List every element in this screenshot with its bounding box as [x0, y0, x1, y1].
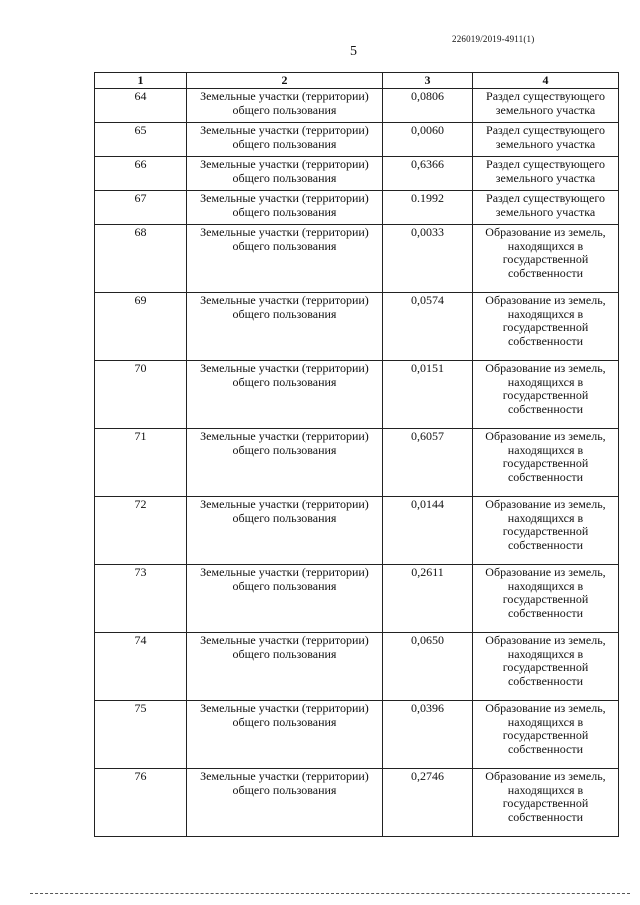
purpose-cell: Земельные участки (территории) общего пользования	[187, 225, 383, 293]
plot-number-cell: 64	[95, 89, 187, 123]
table-row	[95, 701, 619, 769]
plot-number-cell: 73	[95, 565, 187, 633]
table-row	[95, 89, 619, 123]
purpose-cell: Земельные участки (территории) общего пользования	[187, 633, 383, 701]
area-cell: 0,0650	[383, 633, 473, 701]
table-row	[95, 191, 619, 225]
area-cell: 0,0151	[383, 361, 473, 429]
plot-number-cell: 68	[95, 225, 187, 293]
area-cell: 0.1992	[383, 191, 473, 225]
purpose-cell: Земельные участки (территории) общего пользования	[187, 123, 383, 157]
formation-method-cell: Образование из земель, находящихся в государственной собственности	[473, 565, 619, 633]
plot-number-cell: 65	[95, 123, 187, 157]
column-header: 3	[383, 73, 473, 89]
plot-number-cell: 69	[95, 293, 187, 361]
formation-method-cell: Образование из земель, находящихся в государственной собственности	[473, 497, 619, 565]
table-row	[95, 565, 619, 633]
table-header-row	[95, 73, 619, 89]
table-row	[95, 769, 619, 837]
land-plots-table	[94, 72, 619, 837]
formation-method-cell: Образование из земель, находящихся в государственной собственности	[473, 429, 619, 497]
table-row	[95, 225, 619, 293]
area-cell: 0,0060	[383, 123, 473, 157]
table-row	[95, 633, 619, 701]
purpose-cell: Земельные участки (территории) общего пользования	[187, 565, 383, 633]
area-cell: 0,6366	[383, 157, 473, 191]
plot-number-cell: 74	[95, 633, 187, 701]
document-id: 226019/2019-4911(1)	[452, 34, 535, 44]
area-cell: 0,6057	[383, 429, 473, 497]
formation-method-cell: Образование из земель, находящихся в государственной собственности	[473, 293, 619, 361]
table-row	[95, 429, 619, 497]
area-cell: 0,0396	[383, 701, 473, 769]
purpose-cell: Земельные участки (территории) общего пользования	[187, 293, 383, 361]
area-cell: 0,0033	[383, 225, 473, 293]
purpose-cell: Земельные участки (территории) общего пользования	[187, 429, 383, 497]
purpose-cell: Земельные участки (территории) общего пользования	[187, 497, 383, 565]
plot-number-cell: 75	[95, 701, 187, 769]
purpose-cell: Земельные участки (территории) общего пользования	[187, 769, 383, 837]
formation-method-cell: Раздел существующего земельного участка	[473, 123, 619, 157]
formation-method-cell: Образование из земель, находящихся в государственной собственности	[473, 701, 619, 769]
scan-bottom-edge	[30, 893, 630, 894]
purpose-cell: Земельные участки (территории) общего пользования	[187, 361, 383, 429]
plot-number-cell: 70	[95, 361, 187, 429]
plot-number-cell: 76	[95, 769, 187, 837]
formation-method-cell: Раздел существующего земельного участка	[473, 157, 619, 191]
column-header: 4	[473, 73, 619, 89]
plot-number-cell: 66	[95, 157, 187, 191]
formation-method-cell: Образование из земель, находящихся в государственной собственности	[473, 361, 619, 429]
area-cell: 0,2611	[383, 565, 473, 633]
plot-number-cell: 72	[95, 497, 187, 565]
purpose-cell: Земельные участки (территории) общего пользования	[187, 89, 383, 123]
formation-method-cell: Образование из земель, находящихся в государственной собственности	[473, 633, 619, 701]
plot-number-cell: 71	[95, 429, 187, 497]
table-row	[95, 293, 619, 361]
formation-method-cell: Образование из земель, находящихся в государственной собственности	[473, 225, 619, 293]
area-cell: 0,0574	[383, 293, 473, 361]
table-row	[95, 157, 619, 191]
purpose-cell: Земельные участки (территории) общего пользования	[187, 191, 383, 225]
formation-method-cell: Образование из земель, находящихся в государственной собственности	[473, 769, 619, 837]
purpose-cell: Земельные участки (территории) общего пользования	[187, 157, 383, 191]
table-row	[95, 497, 619, 565]
formation-method-cell: Раздел существующего земельного участка	[473, 89, 619, 123]
plot-number-cell: 67	[95, 191, 187, 225]
purpose-cell: Земельные участки (территории) общего пользования	[187, 701, 383, 769]
area-cell: 0,0144	[383, 497, 473, 565]
column-header: 1	[95, 73, 187, 89]
area-cell: 0,0806	[383, 89, 473, 123]
column-header: 2	[187, 73, 383, 89]
table-row	[95, 123, 619, 157]
table-row	[95, 361, 619, 429]
area-cell: 0,2746	[383, 769, 473, 837]
page-number: 5	[350, 44, 357, 59]
formation-method-cell: Раздел существующего земельного участка	[473, 191, 619, 225]
